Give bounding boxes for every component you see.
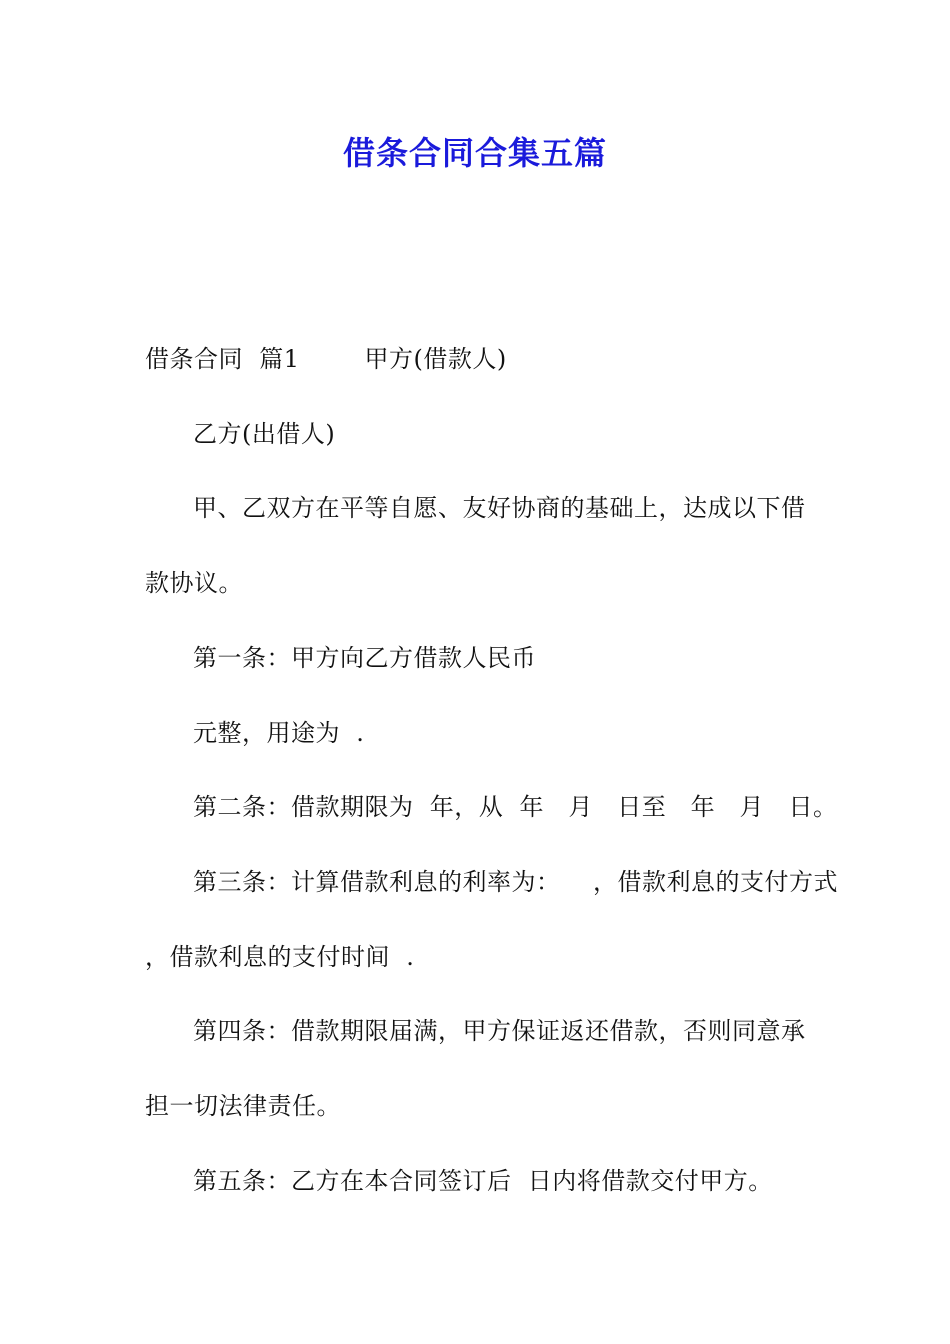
article-2-line: 第二条：借款期限为 年，从 年 月 日至 年 月 日。 xyxy=(193,793,838,821)
article-1-purpose: 元整，用途为 . xyxy=(193,719,365,747)
agreement-paragraph-cont: 款协议。 xyxy=(145,569,243,597)
article-5-line: 第五条：乙方在本合同签订后 日内将借款交付甲方。 xyxy=(193,1167,773,1195)
document-title: 借条合同合集五篇 xyxy=(342,134,607,172)
agreement-paragraph: 甲、乙双方在平等自愿、友好协商的基础上，达成以下借 xyxy=(193,494,806,522)
article-4-line: 第四条：借款期限届满，甲方保证返还借款，否则同意承 xyxy=(193,1017,806,1045)
article-1-line: 第一条：甲方向乙方借款人民币 xyxy=(193,644,536,672)
article-3-line: 第三条：计算借款利息的利率为： ，借款利息的支付方式 xyxy=(193,868,839,896)
lender-line: 乙方(出借人) xyxy=(193,420,336,448)
article-4-cont: 担一切法律责任。 xyxy=(145,1092,341,1120)
section-heading-line: 借条合同 篇1 甲方(借款人) xyxy=(145,345,507,373)
article-3-cont: ，借款利息的支付时间 . xyxy=(145,943,415,971)
